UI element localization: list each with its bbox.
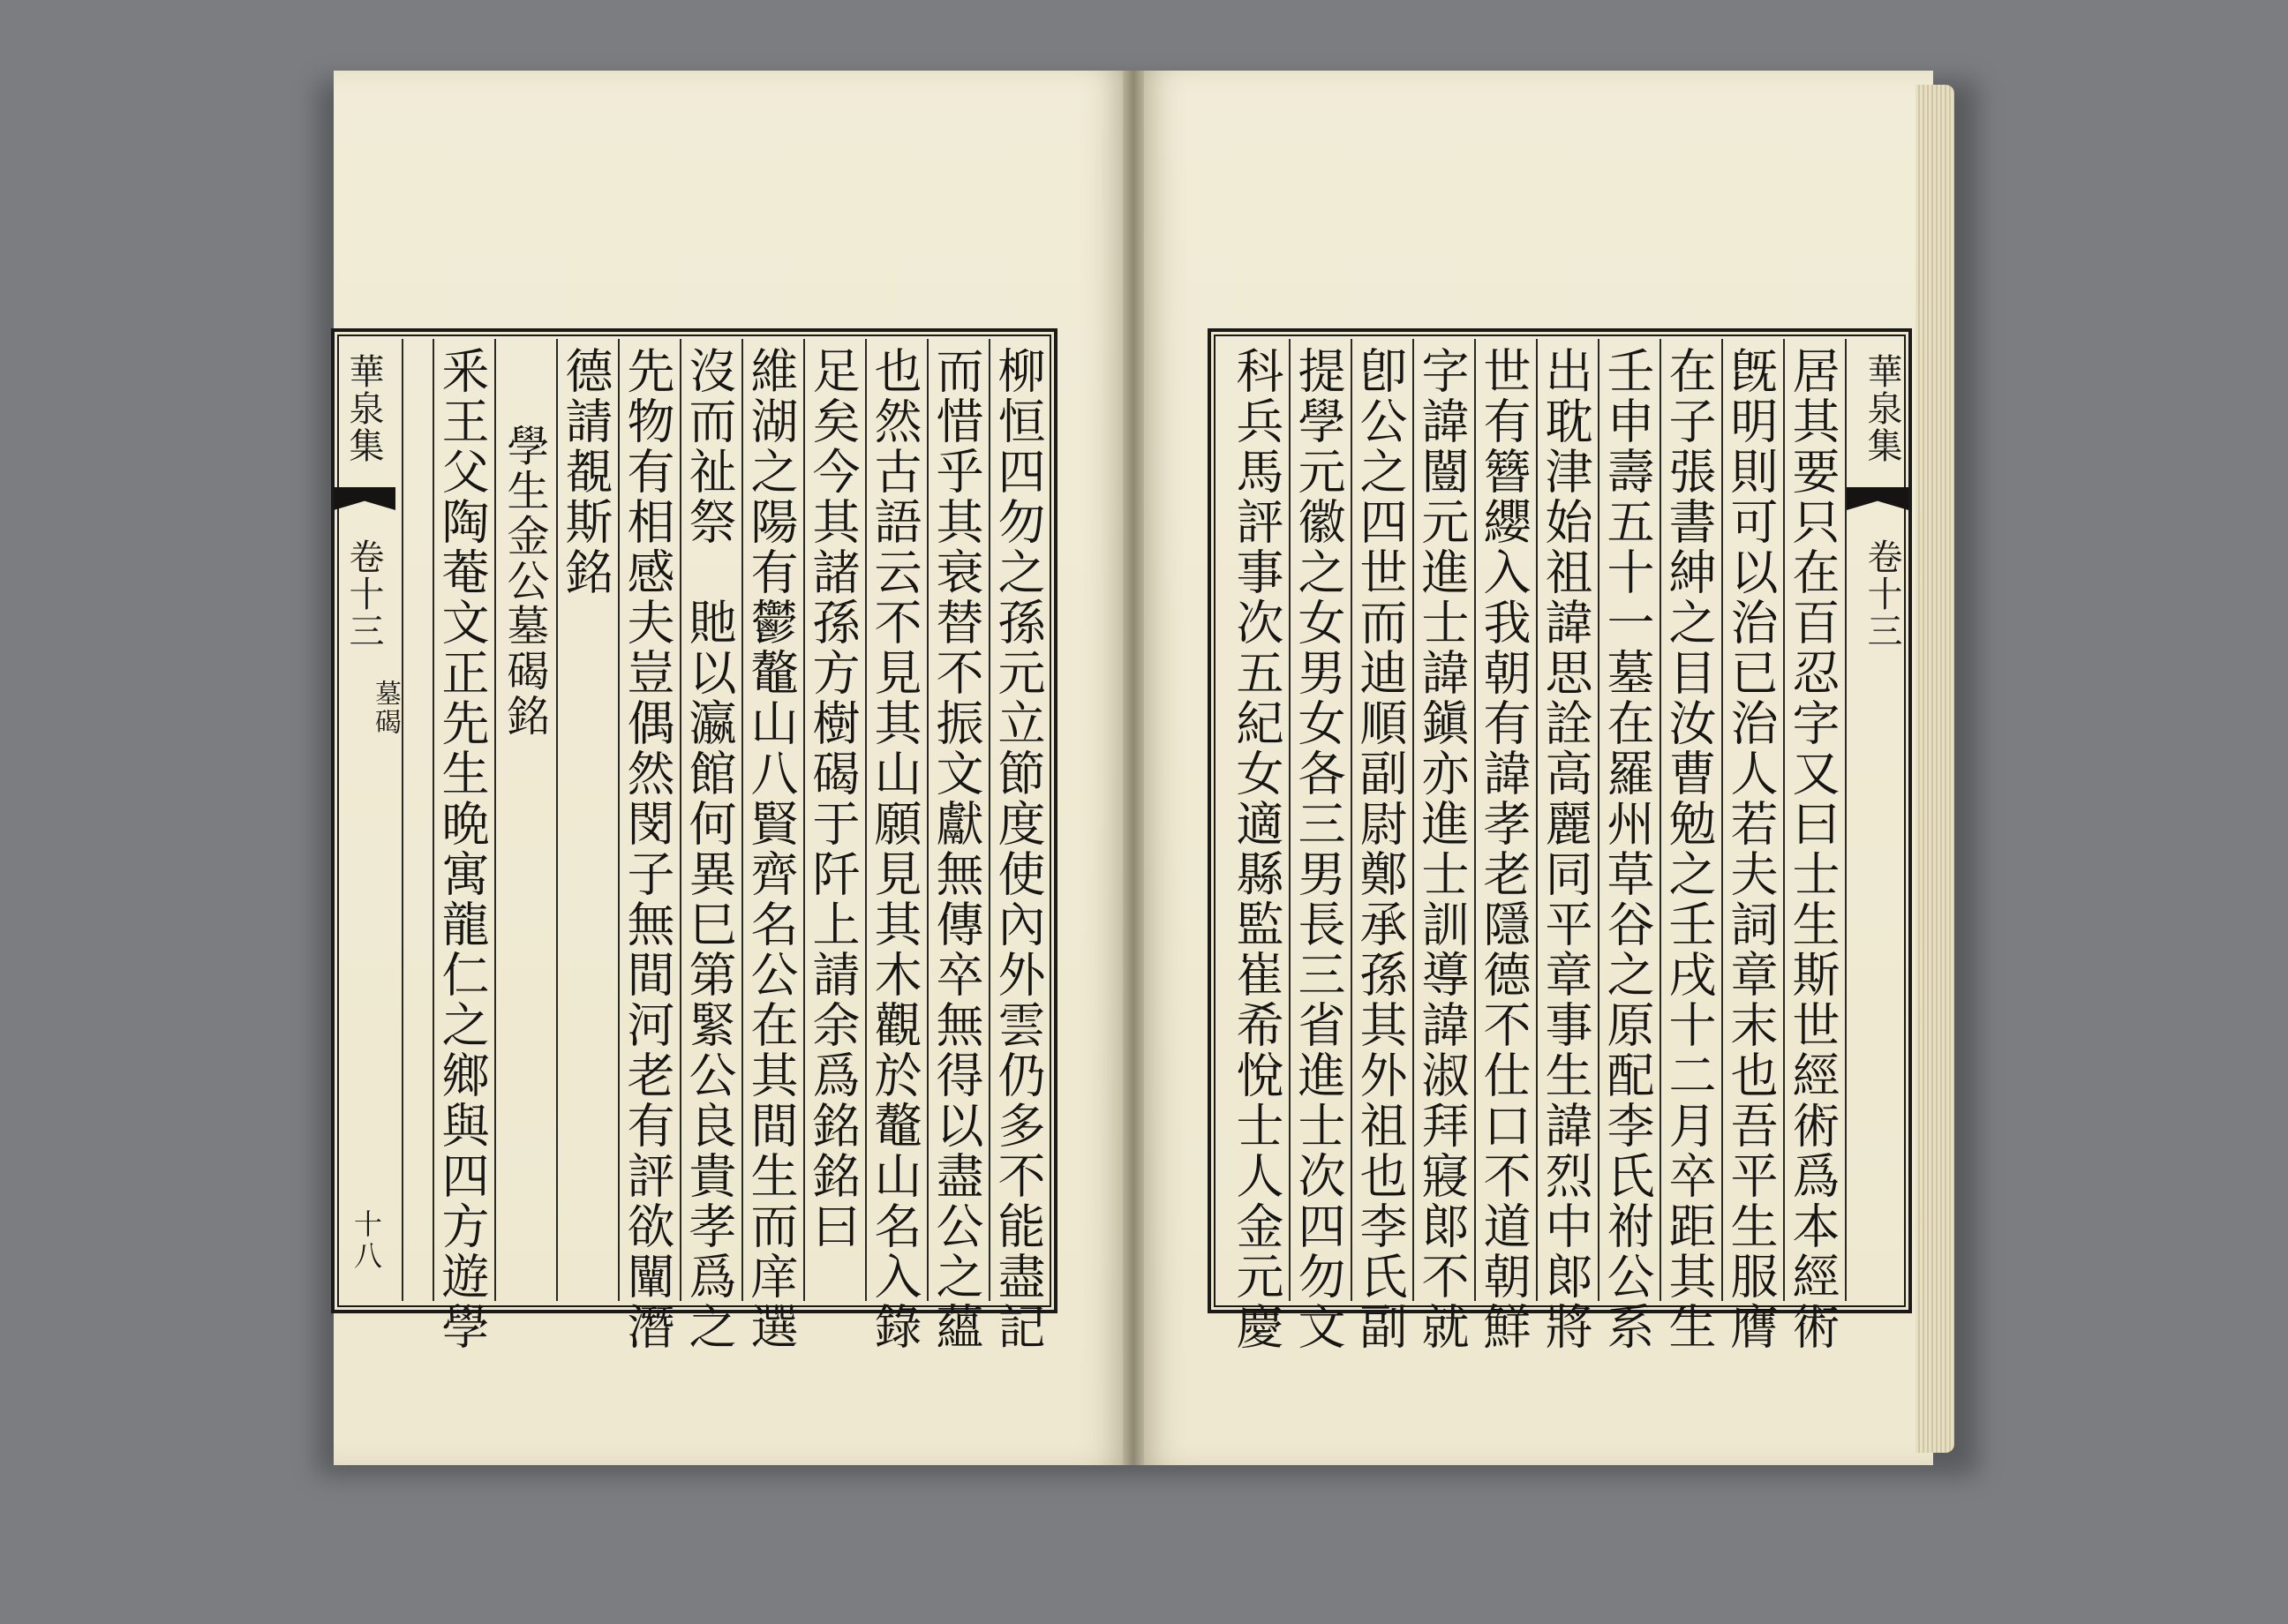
column-rule bbox=[494, 339, 496, 1301]
column-rule bbox=[1598, 339, 1599, 1301]
left-column-2: 而惜乎其衰替不振文獻無傳卒無得以盡公之蘊 bbox=[929, 346, 984, 1352]
left-column-8: 德請覩斯銘 bbox=[558, 346, 613, 598]
left-column-10: 釆王父陶菴文正先生晩寓龍仁之鄉與四方遊學 bbox=[434, 346, 490, 1352]
right-column-6: 世有簪纓入我朝有諱孝老隱德不仕口不道朝鮮 bbox=[1476, 346, 1532, 1352]
right-column-9: 提學元徽之女男女各三男長三省進士次四勿文 bbox=[1291, 346, 1346, 1352]
column-rule bbox=[1660, 339, 1661, 1301]
left-margin-section: 墓碣 bbox=[370, 680, 401, 736]
column-rule bbox=[1783, 339, 1785, 1301]
column-rule bbox=[1289, 339, 1291, 1301]
right-column-5: 出耽津始祖諱思詮高麗同平章事生諱烈中郞將 bbox=[1538, 346, 1593, 1352]
right-column-4: 壬申壽五十一墓在羅州草谷之原配李氏祔公系 bbox=[1599, 346, 1655, 1352]
column-rule bbox=[1351, 339, 1352, 1301]
column-rule bbox=[402, 339, 403, 1301]
left-column-5: 維湖之陽有鬱鼇山八賢齊名公在其間生而庠選 bbox=[743, 346, 799, 1352]
column-rule bbox=[1845, 339, 1847, 1301]
right-column-1: 居其要只在百忍字又曰士生斯世經術爲本經術 bbox=[1785, 346, 1840, 1352]
left-column-heading: 學生金公墓碣銘 bbox=[500, 424, 549, 739]
left-column-7: 先物有相感夫豈偶然閔子無間河老有評欲闡潛 bbox=[620, 346, 675, 1352]
right-column-8: 卽公之四世而迪順副尉鄭承孫其外祖也李氏副 bbox=[1352, 346, 1408, 1352]
page-edges bbox=[1915, 85, 1954, 1453]
column-rule bbox=[1536, 339, 1538, 1301]
right-margin-volume: 卷十三 bbox=[1862, 538, 1902, 650]
column-rule bbox=[1412, 339, 1414, 1301]
column-rule bbox=[1474, 339, 1476, 1301]
right-column-10: 科兵馬評事次五紀女適縣監崔希悅士人金元慶 bbox=[1229, 346, 1284, 1352]
right-column-7: 字諱闓元進士諱鎭亦進士訓導諱淑拜寢郞不就 bbox=[1414, 346, 1470, 1352]
right-column-3: 在子張書紳之目汝曹勉之壬戌十二月卒距其生 bbox=[1661, 346, 1717, 1352]
right-column-2: 旣明則可以治已治人若夫詞章末也吾平生服膺 bbox=[1723, 346, 1779, 1352]
left-margin-title: 華泉集 bbox=[343, 353, 384, 464]
left-page-number: 十八 bbox=[350, 1209, 383, 1273]
left-column-6: 沒而祉祭 貤以瀛館何異巳第緊公良貴孝爲之 bbox=[681, 346, 737, 1352]
left-margin-volume: 卷十三 bbox=[343, 538, 384, 650]
left-column-4: 足矣今其諸孫方樹碣于阡上請余爲銘銘曰 bbox=[805, 346, 861, 1252]
left-column-1: 柳恒四勿之孫元立節度使內外雲仍多不能盡記 bbox=[990, 346, 1046, 1352]
left-column-3: 也然古語云不見其山願見其木觀於鼇山名入錄 bbox=[867, 346, 922, 1352]
book-gutter bbox=[1123, 71, 1144, 1465]
column-rule bbox=[1721, 339, 1723, 1301]
right-margin-title: 華泉集 bbox=[1862, 353, 1902, 464]
